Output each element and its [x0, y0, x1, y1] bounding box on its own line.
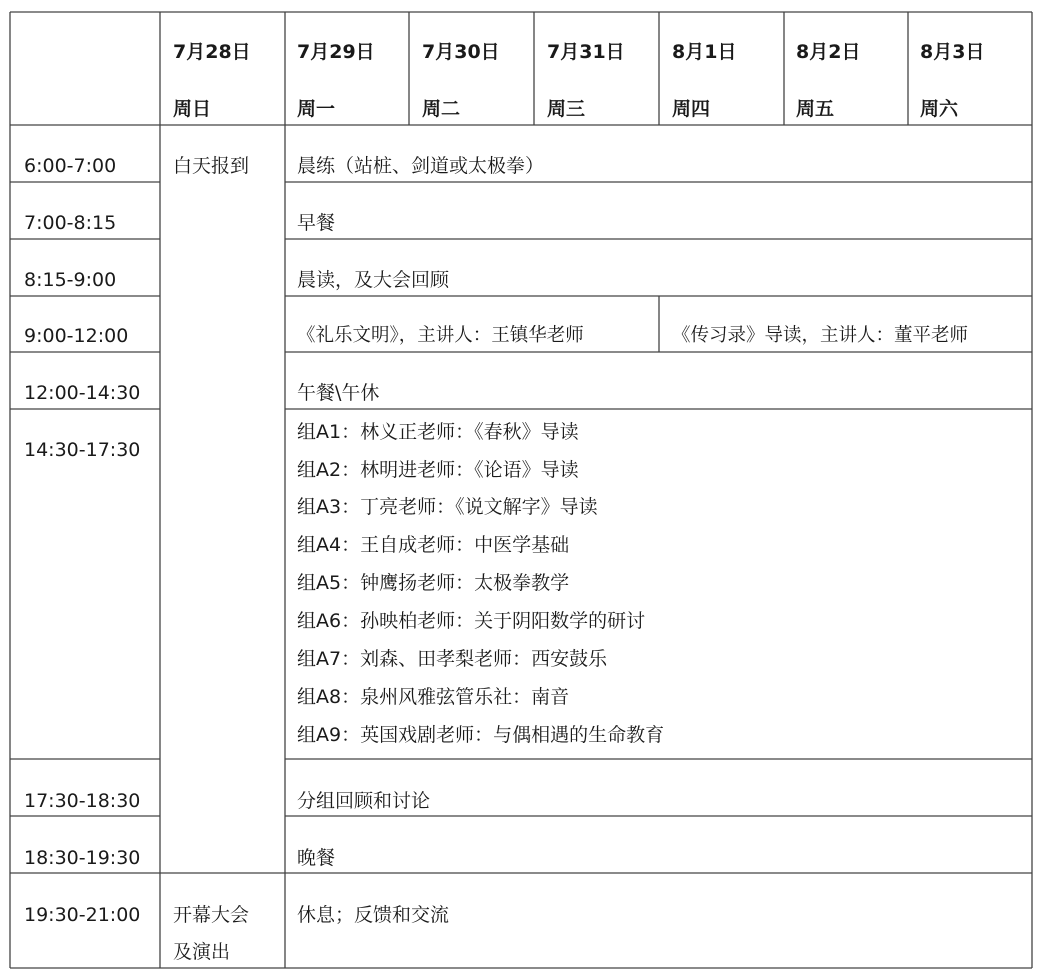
header-weekday-mon: 周一	[297, 98, 336, 120]
header-date-jul28: 7月28日	[173, 41, 251, 63]
time-slot-9: 19:30-21:00	[24, 904, 141, 926]
time-slot-2: 7:00-8:15	[24, 212, 117, 234]
dinner-cell: 晚餐	[297, 847, 336, 869]
breakfast-cell: 早餐	[297, 212, 336, 234]
morning-practice-cell: 晨练（站桩、剑道或太极拳）	[297, 155, 545, 177]
group-a2: 组A2：林明进老师：《论语》导读	[297, 459, 579, 481]
opening-ceremony-line2: 及演出	[173, 941, 231, 963]
checkin-cell: 白天报到	[173, 155, 250, 177]
time-slot-8: 18:30-19:30	[24, 847, 141, 869]
time-slot-4: 9:00-12:00	[24, 325, 129, 347]
group-a7: 组A7：刘森、田孝梨老师：西安鼓乐	[297, 648, 608, 670]
header-weekday-sun: 周日	[173, 98, 212, 120]
lecture-liyue-cell: 《礼乐文明》，主讲人：王镇华老师	[297, 325, 584, 346]
time-slot-5: 12:00-14:30	[24, 382, 141, 404]
morning-reading-cell: 晨读，及大会回顾	[297, 269, 450, 291]
group-a4: 组A4：王自成老师：中医学基础	[297, 534, 570, 556]
header-weekday-thu: 周四	[672, 98, 711, 120]
group-a5: 组A5：钟鹰扬老师：太极拳教学	[297, 572, 570, 594]
time-slot-1: 6:00-7:00	[24, 155, 117, 177]
time-slot-6: 14:30-17:30	[24, 439, 141, 461]
header-date-aug1: 8月1日	[672, 41, 737, 63]
header-weekday-wed: 周三	[547, 98, 586, 120]
header-date-jul30: 7月30日	[422, 41, 500, 63]
time-slot-7: 17:30-18:30	[24, 790, 141, 812]
evening-cell: 休息；反馈和交流	[297, 904, 450, 926]
time-slot-3: 8:15-9:00	[24, 269, 117, 291]
group-a3: 组A3：丁亮老师：《说文解字》导读	[297, 496, 598, 518]
group-a1: 组A1：林义正老师：《春秋》导读	[297, 421, 579, 443]
header-weekday-fri: 周五	[796, 98, 835, 120]
header-date-jul31: 7月31日	[547, 41, 625, 63]
group-a8: 组A8：泉州风雅弦管乐社：南音	[297, 686, 570, 708]
opening-ceremony-line1: 开幕大会	[173, 904, 250, 926]
group-a9: 组A9：英国戏剧老师：与偶相遇的生命教育	[297, 724, 665, 746]
header-date-aug2: 8月2日	[796, 41, 861, 63]
lecture-chuanxilu-cell: 《传习录》导读，主讲人：董平老师	[672, 325, 969, 346]
header-date-aug3: 8月3日	[920, 41, 985, 63]
group-review-cell: 分组回顾和讨论	[297, 790, 431, 812]
header-weekday-sat: 周六	[920, 98, 959, 120]
group-a6: 组A6：孙映柏老师：关于阴阳数学的研讨	[297, 610, 646, 632]
header-weekday-tue: 周二	[422, 98, 461, 120]
header-date-jul29: 7月29日	[297, 41, 375, 63]
lunch-cell: 午餐\午休	[297, 382, 380, 404]
